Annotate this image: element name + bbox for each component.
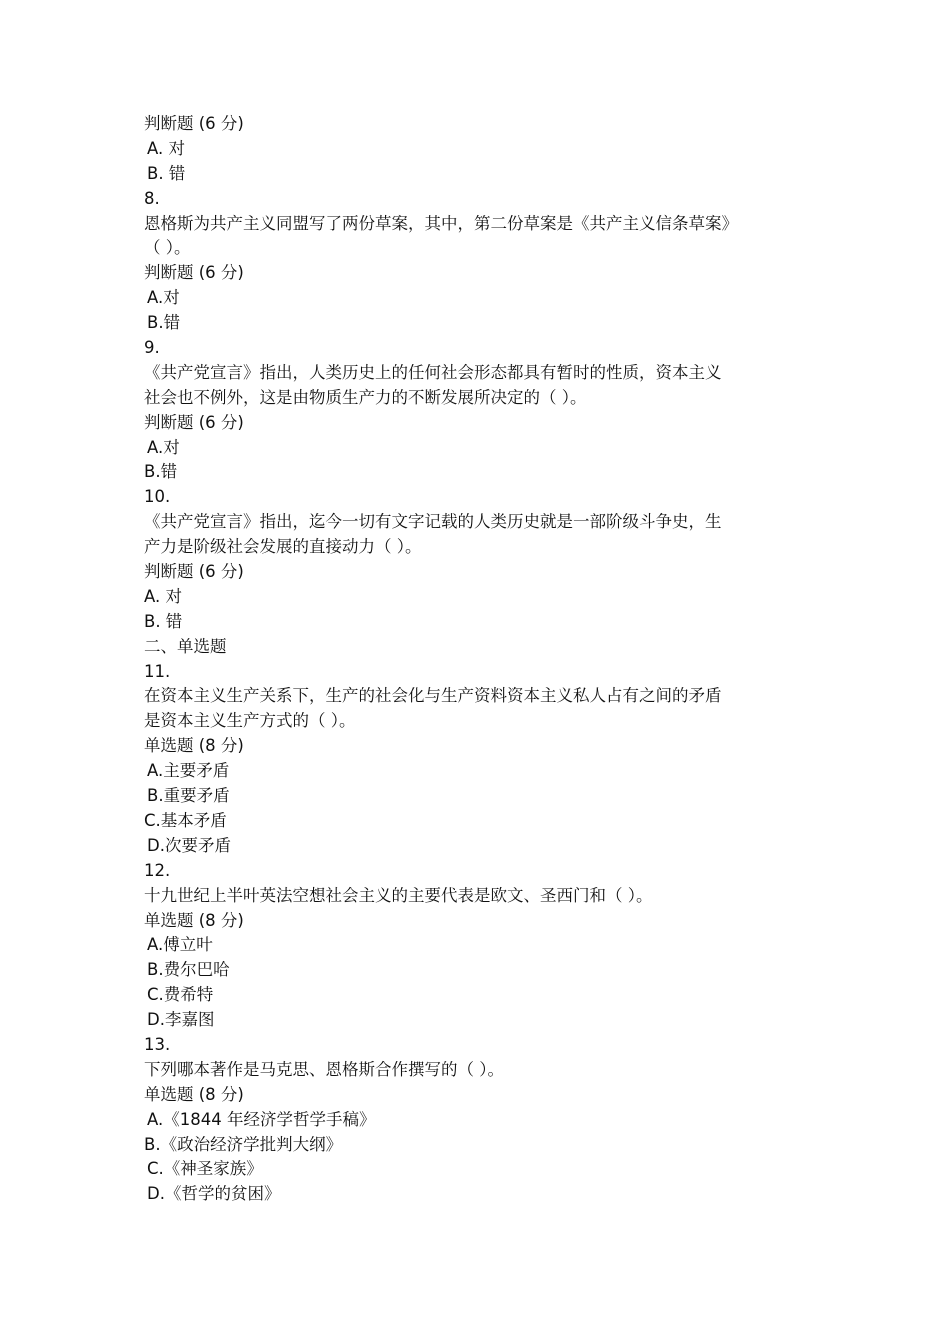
option-b: B. 错 bbox=[147, 163, 186, 183]
option-b: B.费尔巴哈 bbox=[147, 960, 230, 980]
question-stem: （ ）。 bbox=[144, 238, 191, 258]
question-stem: 产力是阶级社会发展的直接动力（ ）。 bbox=[144, 537, 422, 557]
question-type: 单选题 (8 分) bbox=[144, 1084, 244, 1104]
question-type: 单选题 (8 分) bbox=[144, 736, 244, 756]
option-d: D.李嘉图 bbox=[147, 1010, 215, 1030]
option-c: C.基本矛盾 bbox=[144, 810, 227, 830]
option-b: B.重要矛盾 bbox=[147, 786, 230, 806]
question-stem: 《共产党宣言》指出，迄今一切有文字记载的人类历史就是一部阶级斗争史，生 bbox=[144, 512, 722, 532]
question-stem: 十九世纪上半叶英法空想社会主义的主要代表是欧文、圣西门和（ ）。 bbox=[144, 885, 653, 905]
option-b: B. 错 bbox=[144, 611, 183, 631]
question-stem: 是资本主义生产方式的（ ）。 bbox=[144, 711, 356, 731]
question-type: 判断题 (6 分) bbox=[144, 263, 244, 283]
question-type: 判断题 (6 分) bbox=[144, 412, 244, 432]
question-number: 11. bbox=[144, 661, 171, 681]
question-stem: 《共产党宣言》指出，人类历史上的任何社会形态都具有暂时的性质，资本主义 bbox=[144, 362, 722, 382]
option-d: D.次要矛盾 bbox=[147, 835, 231, 855]
option-a: A. 对 bbox=[144, 586, 182, 606]
question-type: 判断题 (6 分) bbox=[144, 562, 244, 582]
question-stem: 下列哪本著作是马克思、恩格斯合作撰写的（ ）。 bbox=[144, 1059, 504, 1079]
option-b: B.错 bbox=[144, 462, 178, 482]
question-number: 8. bbox=[144, 188, 160, 208]
question-stem: 在资本主义生产关系下，生产的社会化与生产资料资本主义私人占有之间的矛盾 bbox=[144, 686, 722, 706]
option-a: A. 对 bbox=[147, 138, 185, 158]
option-a: A.《1844 年经济学哲学手稿》 bbox=[147, 1109, 376, 1129]
option-c: C.《神圣家族》 bbox=[147, 1159, 263, 1179]
question-type: 判断题 (6 分) bbox=[144, 114, 244, 133]
question-number: 10. bbox=[144, 487, 171, 507]
document-page bbox=[144, 112, 814, 1207]
option-a: A.对 bbox=[147, 437, 180, 457]
option-a: A.傅立叶 bbox=[147, 935, 213, 955]
option-b: B.《政治经济学批判大纲》 bbox=[144, 1134, 343, 1154]
question-stem: 社会也不例外，这是由物质生产力的不断发展所决定的（ ）。 bbox=[144, 387, 587, 407]
option-a: A.对 bbox=[147, 288, 180, 308]
option-a: A.主要矛盾 bbox=[147, 761, 230, 781]
question-number: 12. bbox=[144, 860, 171, 880]
option-c: C.费希特 bbox=[147, 985, 214, 1005]
option-b: B.错 bbox=[147, 313, 181, 333]
section-heading: 二、单选题 bbox=[144, 636, 227, 656]
question-number: 13. bbox=[144, 1034, 171, 1054]
option-d: D.《哲学的贫困》 bbox=[147, 1184, 281, 1204]
question-type: 单选题 (8 分) bbox=[144, 910, 244, 930]
question-number: 9. bbox=[144, 338, 160, 358]
question-stem: 恩格斯为共产主义同盟写了两份草案，其中，第二份草案是《共产主义信条草案》 bbox=[144, 213, 738, 233]
